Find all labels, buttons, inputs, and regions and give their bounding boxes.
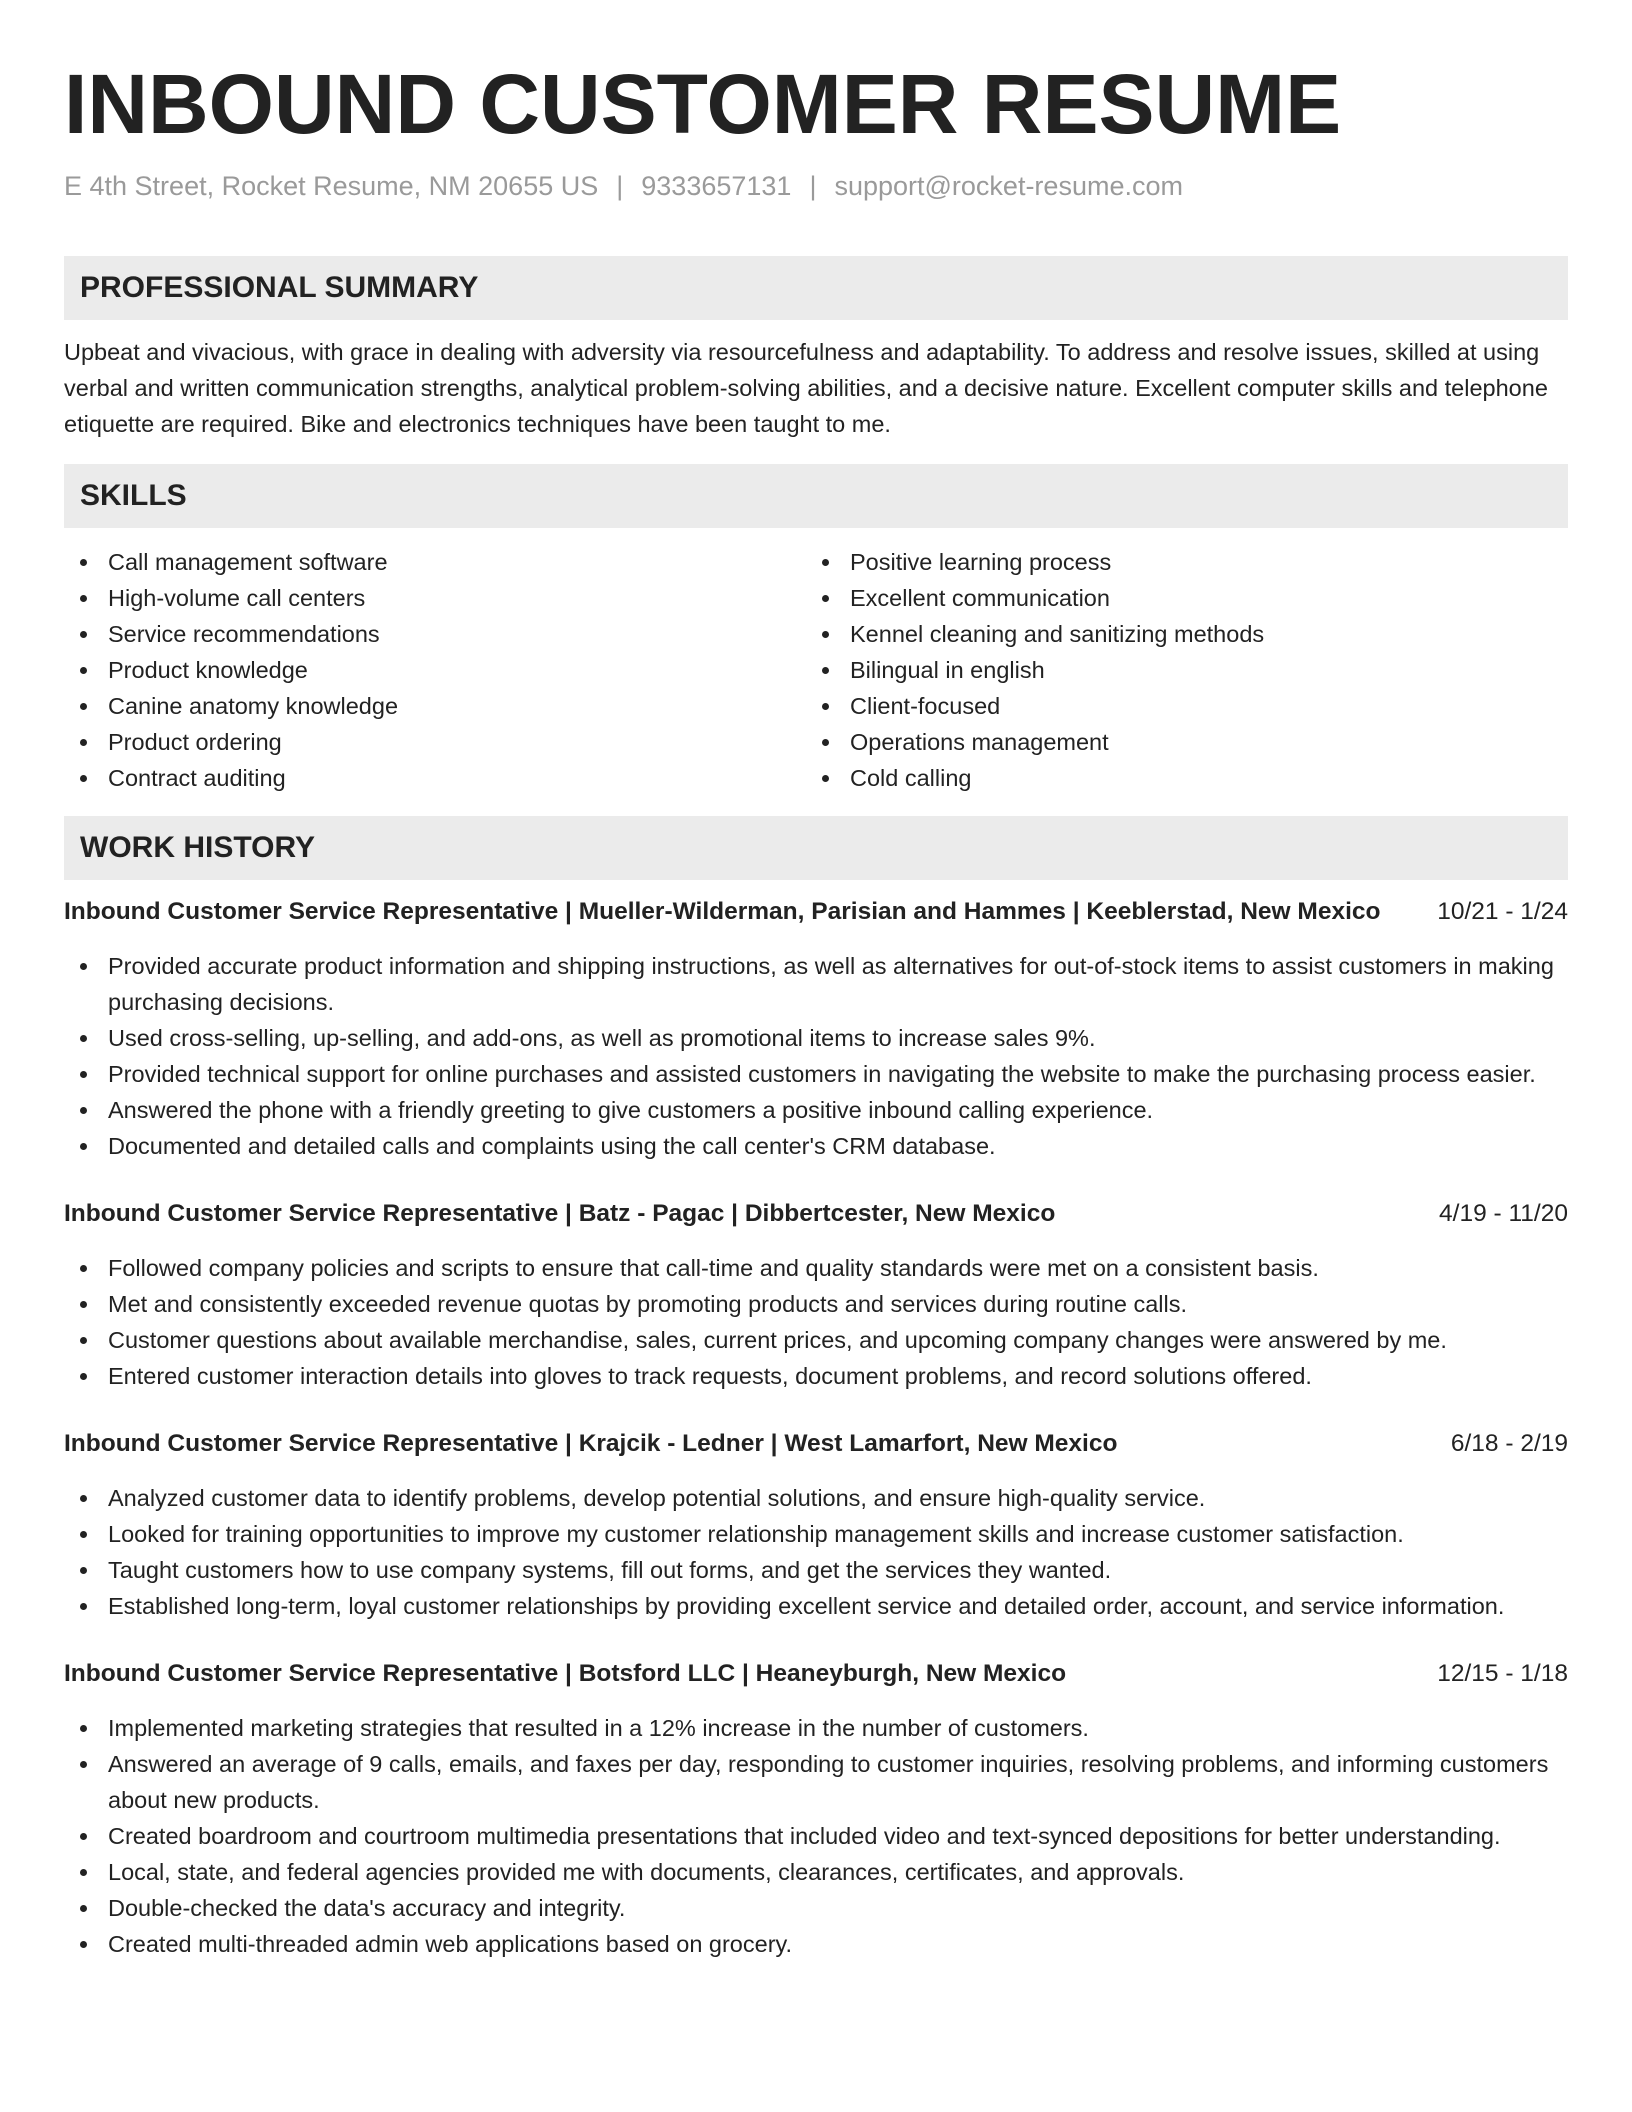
job-duties [64,1710,1568,1962]
job-duties [64,1480,1568,1624]
job-title: Inbound Customer Service Representative | Batz - Pagac | Dibbertcester, New Mexico [64,1200,1056,1227]
contact-email: support@rocket-resume.com [834,171,1183,201]
skill-item: Cold calling [806,760,1548,796]
contact-address: E 4th Street, Rocket Resume, NM 20655 US [64,171,599,201]
duty-item: Used cross-selling, up-selling, and add-ons, as well as promotional items to increase sales 9%. [64,1020,1568,1056]
duty-item: Established long-term, loyal customer relationships by providing excellent service and detailed order, account, and service information. [64,1588,1568,1624]
skill-item: Bilingual in english [806,652,1548,688]
duty-item: Customer questions about available merchandise, sales, current prices, and upcoming company changes were answered by me. [64,1322,1568,1358]
resume-page [64,0,1568,1962]
section-header-skills: SKILLS [64,464,1568,528]
job-title: Inbound Customer Service Representative | Krajcik - Ledner | West Lamarfort, New Mexico [64,1430,1118,1457]
job-entry [64,1196,1568,1394]
duty-item: Followed company policies and scripts to ensure that call-time and quality standards were met on a consistent basis. [64,1250,1568,1286]
job-dates: 10/21 - 1/24 [1437,898,1568,925]
job-title: Inbound Customer Service Representative | Botsford LLC | Heaneyburgh, New Mexico [64,1660,1067,1687]
job-dates: 12/15 - 1/18 [1437,1660,1568,1687]
skill-item: Client-focused [806,688,1548,724]
duty-item: Local, state, and federal agencies provided me with documents, clearances, certificates, and approvals. [64,1854,1568,1890]
skill-item: Product knowledge [64,652,806,688]
skill-item: Service recommendations [64,616,806,652]
section-header-summary: PROFESSIONAL SUMMARY [64,256,1568,320]
job-entry [64,1656,1568,1962]
job-header [64,1656,1568,1692]
skill-item: Call management software [64,544,806,580]
skill-item: Canine anatomy knowledge [64,688,806,724]
duty-item: Entered customer interaction details into gloves to track requests, document problems, and record solutions offered. [64,1358,1568,1394]
duty-item: Taught customers how to use company systems, fill out forms, and get the services they wanted. [64,1552,1568,1588]
skills-column-right [806,544,1548,796]
skill-item: Product ordering [64,724,806,760]
job-dates: 4/19 - 11/20 [1439,1200,1568,1227]
skill-item: Operations management [806,724,1548,760]
duty-item: Provided technical support for online purchases and assisted customers in navigating the website to make the purchasing process easier. [64,1056,1568,1092]
duty-item: Double-checked the data's accuracy and integrity. [64,1890,1568,1926]
duty-item: Met and consistently exceeded revenue quotas by promoting products and services during routine calls. [64,1286,1568,1322]
duty-item: Answered the phone with a friendly greeting to give customers a positive inbound calling experience. [64,1092,1568,1128]
job-header [64,1426,1568,1462]
duty-item: Answered an average of 9 calls, emails, and faxes per day, responding to customer inquiries, resolving problems, and informing customers about new products. [64,1746,1568,1818]
summary-text: Upbeat and vivacious, with grace in dealing with adversity via resourcefulness and adaptability. To address and resolve issues, skilled at using verbal and written communication strengths, analytical problem-solving abilities, and a decisive nature. Excellent computer skills and telephone etiquette are required. Bike and electronics techniques have been taught to me. [64,339,1548,437]
duty-item: Implemented marketing strategies that resulted in a 12% increase in the number of customers. [64,1710,1568,1746]
skill-item: Kennel cleaning and sanitizing methods [806,616,1548,652]
contact-line [64,168,1568,204]
skills-column-left [64,544,806,796]
job-header [64,1196,1568,1232]
resume-title: INBOUND CUSTOMER RESUME [64,57,1342,151]
job-title: Inbound Customer Service Representative | Mueller-Wilderman, Parisian and Hammes | Keeblerstad, New Mexico [64,898,1381,925]
duty-item: Created boardroom and courtroom multimedia presentations that included video and text-synced depositions for better understanding. [64,1818,1568,1854]
duty-item: Looked for training opportunities to improve my customer relationship management skills and increase customer satisfaction. [64,1516,1568,1552]
job-dates: 6/18 - 2/19 [1450,1430,1568,1457]
job-header [64,894,1568,930]
duty-item: Analyzed customer data to identify problems, develop potential solutions, and ensure high-quality service. [64,1480,1568,1516]
contact-separator: | [809,171,817,201]
contact-phone: 9333657131 [641,171,792,201]
duty-item: Provided accurate product information and shipping instructions, as well as alternatives for out-of-stock items to assist customers in making purchasing decisions. [64,948,1568,1020]
section-header-work-history: WORK HISTORY [64,816,1568,880]
skill-item: Contract auditing [64,760,806,796]
contact-separator: | [616,171,624,201]
duty-item: Documented and detailed calls and complaints using the call center's CRM database. [64,1128,1568,1164]
skills-list [64,544,1568,796]
job-entry [64,1426,1568,1624]
job-duties [64,948,1568,1164]
skill-item: High-volume call centers [64,580,806,616]
skill-item: Positive learning process [806,544,1548,580]
skill-item: Excellent communication [806,580,1548,616]
job-entry [64,894,1568,1164]
duty-item: Created multi-threaded admin web applications based on grocery. [64,1926,1568,1962]
job-duties [64,1250,1568,1394]
